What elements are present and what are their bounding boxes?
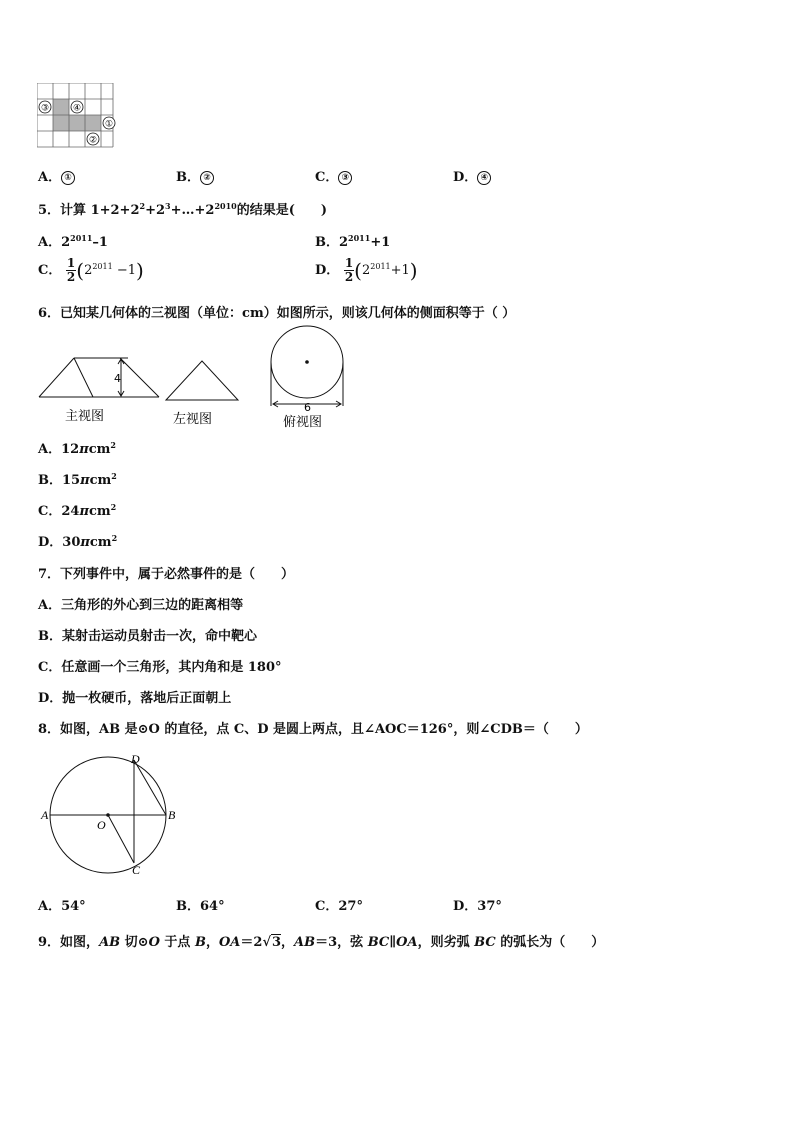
q8-option-a[interactable]: A．54° [38, 899, 86, 914]
shaded-cell [69, 115, 85, 131]
q4-option-b[interactable] [176, 166, 214, 185]
grid-label-4: ④ [72, 103, 82, 114]
height-label: 4 [114, 372, 121, 385]
side-view-caption: 左视图 [173, 412, 213, 427]
option-letter: C． [315, 170, 339, 185]
fraction: $\frac{1}{2}$ [344, 256, 354, 284]
radius-oc [108, 815, 134, 863]
q7-option-a[interactable]: A．三角形的外心到三边的距离相等 [38, 598, 244, 613]
front-view-caption: 主视图 [65, 409, 105, 424]
width-label: 6 [304, 401, 311, 414]
shaded-cell [85, 115, 101, 131]
label-b: B [168, 808, 176, 822]
label-c: C [132, 863, 141, 877]
grid-label-3: ③ [40, 103, 50, 114]
option-symbol: ② [200, 171, 214, 185]
q4-option-c[interactable] [315, 166, 352, 185]
q7-question: 7．下列事件中，属于必然事件的是（ ） [38, 567, 295, 582]
q5-option-d[interactable]: D． $\frac{1}{2}$ $(2^{2011}+1)$ [315, 256, 418, 284]
option-symbol: ① [61, 171, 75, 185]
grid-label-2: ② [88, 135, 98, 146]
top-view-caption: 俯视图 [283, 415, 323, 430]
q4-option-d[interactable] [453, 166, 491, 185]
q7-option-d[interactable]: D．抛一枚硬币，落地后正面朝上 [38, 691, 232, 706]
option-symbol: ④ [477, 171, 491, 185]
fraction: $\frac{1}{2}$ [66, 256, 76, 284]
q7-option-c[interactable]: C．任意画一个三角形，其内角和是 180° [38, 660, 282, 675]
q6-option-b[interactable]: B．15πcm$^2$ [38, 471, 117, 488]
three-view-figure [36, 322, 356, 432]
q7-option-b[interactable]: B．某射击运动员射击一次，命中靶心 [38, 629, 257, 644]
chord-db [134, 760, 166, 815]
shaded-cell [53, 99, 69, 115]
q8-question: 8．如图，AB 是⊙O 的直径，点 C、D 是圆上两点，且∠AOC＝126°，则∠CDB＝（ ） [38, 722, 588, 737]
q8-option-d[interactable]: D．37° [453, 899, 502, 914]
grid-lines [37, 83, 113, 147]
option-symbol: ③ [338, 171, 352, 185]
q8-option-b[interactable]: B．64° [176, 899, 225, 914]
q8-option-c[interactable]: C．27° [315, 899, 363, 914]
center-point [106, 813, 110, 817]
q4-option-a[interactable] [38, 166, 75, 185]
center-dot [305, 360, 309, 364]
q6-question: 6．已知某几何体的三视图（单位：cm）如图所示，则该几何体的侧面积等于（ ） [38, 306, 516, 321]
label-a: A [41, 808, 49, 822]
q6-option-d[interactable]: D．30πcm$^2$ [38, 533, 118, 550]
q6-option-c[interactable]: C．24πcm$^2$ [38, 502, 117, 519]
grid-label-1: ① [104, 119, 114, 130]
option-letter: B． [176, 170, 200, 185]
label-d: D [131, 752, 140, 766]
circle-figure [36, 748, 186, 882]
label-o: O [97, 818, 106, 832]
shaded-cell [53, 115, 69, 131]
q5-question: 5．计算 $1+2+2^2+2^3+\dots+2^{2010}$的结果是( ) [38, 201, 328, 218]
grid-figure [37, 83, 117, 151]
side-view-triangle [166, 361, 238, 400]
q5-option-b[interactable]: B．$2^{2011}+1$ [315, 233, 391, 250]
option-letter: A． [38, 170, 62, 185]
q5-option-c[interactable]: C． $\frac{1}{2}$ $(2^{2011} -1)$ [38, 256, 144, 284]
option-letter: D． [453, 170, 478, 185]
q9-question: 9．如图，AB 切⊙O 于点 B，OA＝2√3，AB＝3，弦 BC∥OA，则劣弧 BC 的弧长为（ ） [38, 935, 605, 950]
q5-option-a[interactable]: A．$2^{2011}-1$ [38, 233, 108, 250]
q6-option-a[interactable]: A．12πcm$^2$ [38, 440, 116, 457]
